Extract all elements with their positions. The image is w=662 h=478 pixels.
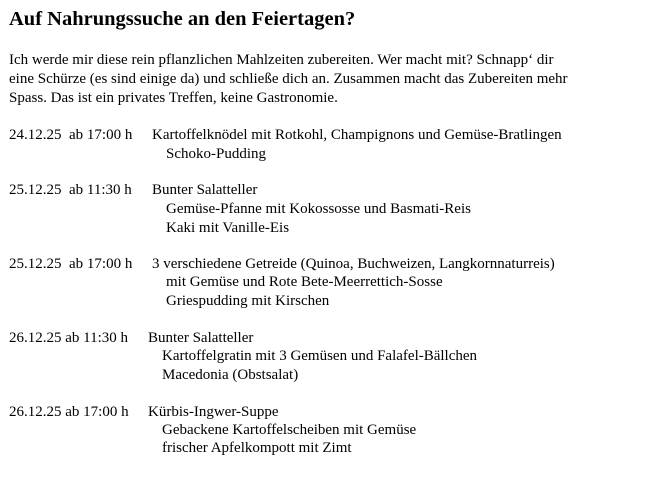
- dish: Kartoffelgratin mit 3 Gemüsen und Falafel-Bällchen: [162, 348, 478, 364]
- intro-line: Ich werde mir diese rein pflanzlichen Mahlzeiten zubereiten. Wer macht mit? Schnapp‘ dir: [9, 52, 554, 68]
- dish: mit Gemüse und Rote Bete-Meerrettich-Sosse: [166, 274, 443, 290]
- dish: frischer Apfelkompott mit Zimt: [162, 440, 352, 456]
- dish: Macedonia (Obstsalat): [162, 367, 299, 383]
- dish: Bunter Salatteller: [152, 182, 258, 198]
- dish: Kaki mit Vanille-Eis: [166, 220, 290, 236]
- intro-line: eine Schürze (es sind einige da) und schließe dich an. Zusammen macht das Zubereiten mehr: [9, 71, 568, 87]
- dish: Kürbis-Ingwer-Suppe: [148, 404, 279, 420]
- dish: Griespudding mit Kirschen: [166, 293, 330, 309]
- entry-date-time: 25.12.25 ab 17:00 h: [9, 256, 133, 272]
- dish: Gemüse-Pfanne mit Kokossosse und Basmati-Reis: [166, 201, 471, 217]
- dish: Gebackene Kartoffelscheiben mit Gemüse: [162, 422, 417, 438]
- dish: Kartoffelknödel mit Rotkohl, Champignons und Gemüse-Bratlingen: [152, 127, 562, 143]
- entry-date-time: 24.12.25 ab 17:00 h: [9, 127, 133, 143]
- dish: Bunter Salatteller: [148, 330, 254, 346]
- dish: Schoko-Pudding: [166, 146, 267, 162]
- dish: 3 verschiedene Getreide (Quinoa, Buchweizen, Langkornnaturreis): [152, 256, 555, 272]
- page-title: Auf Nahrungssuche an den Feiertagen?: [9, 8, 356, 30]
- entry-date-time: 25.12.25 ab 11:30 h: [9, 182, 132, 198]
- entry-date-time: 26.12.25 ab 17:00 h: [9, 404, 129, 420]
- entry-date-time: 26.12.25 ab 11:30 h: [9, 330, 129, 346]
- intro-line: Spass. Das ist ein privates Treffen, keine Gastronomie.: [9, 90, 338, 106]
